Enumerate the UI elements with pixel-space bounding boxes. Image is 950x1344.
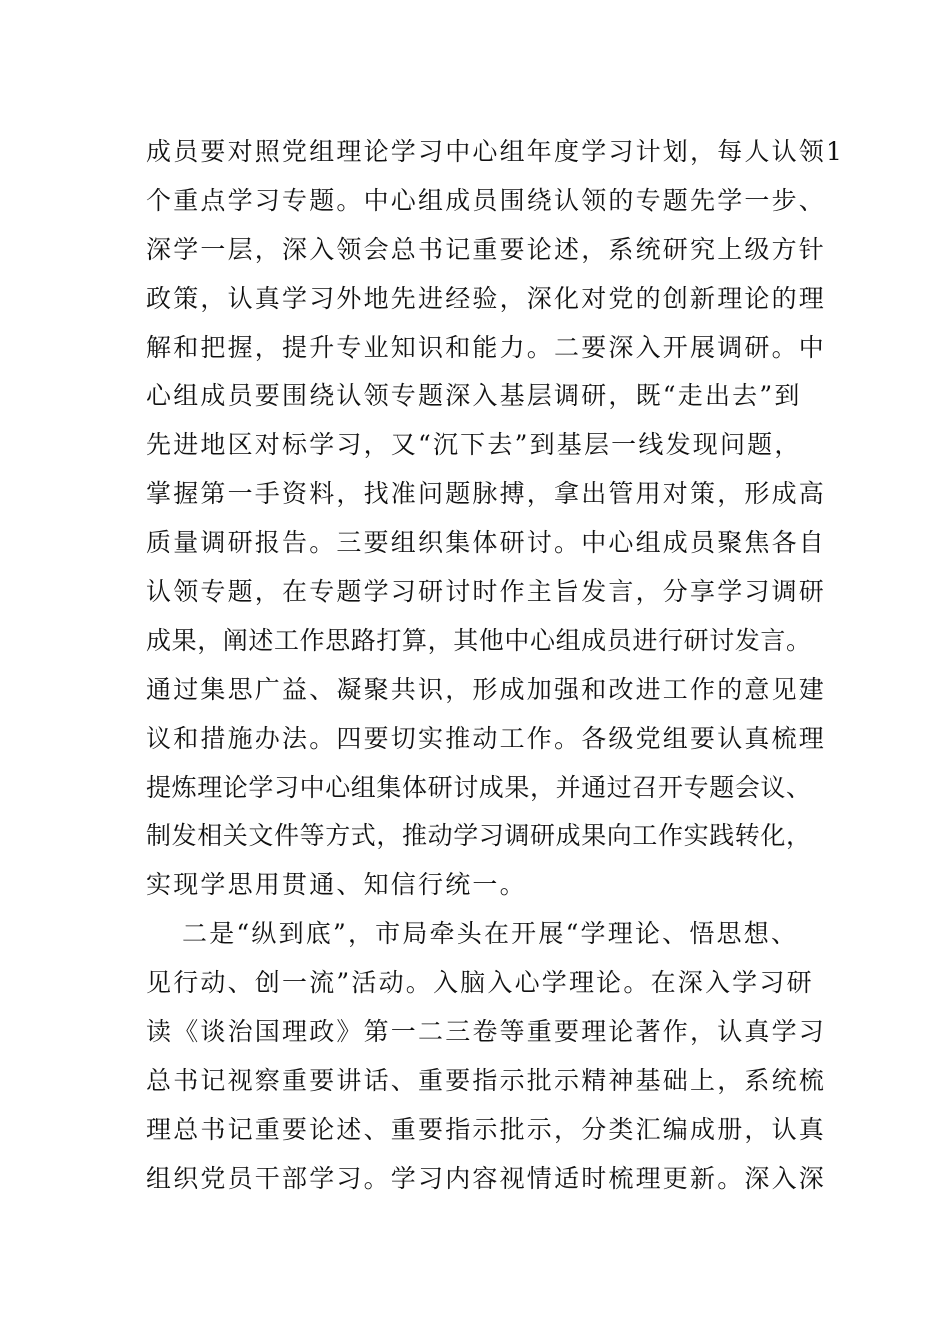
text-line: 组织党员干部学习。学习内容视情适时梳理更新。深入深 xyxy=(146,1163,827,1193)
body-text xyxy=(146,128,845,1204)
text-line: 认领专题，在专题学习研讨时作主旨发言，分享学习调研 xyxy=(146,577,827,607)
text-line: 总书记视察重要讲话、重要指示批示精神基础上，系统梳 xyxy=(146,1065,827,1095)
text-line: 读《谈治国理政》第一二三卷等重要理论著作，认真学习 xyxy=(146,1017,827,1047)
text-line: 掌握第一手资料，找准问题脉搏，拿出管用对策，形成高 xyxy=(146,479,827,509)
text-line: 见行动、创一流”活动。入脑入心学理论。在深入学习研 xyxy=(146,968,814,998)
text-line: 提炼理论学习中心组集体研讨成果，并通过召开专题会议、 xyxy=(146,772,812,802)
text-line: 质量调研报告。三要组织集体研讨。中心组成员聚焦各自 xyxy=(146,528,827,558)
text-line: 心组成员要围绕认领专题深入基层调研，既“走出去”到 xyxy=(146,381,802,411)
text-line: 先进地区对标学习，又“沉下去”到基层一线发现问题， xyxy=(146,430,802,460)
paragraph-first-line: 二是“纵到底”，市局牵头在开展“学理论、悟思想、 xyxy=(182,919,799,949)
text-line: 实现学思用贯通、知信行统一。 xyxy=(146,870,527,900)
text-line: 成果，阐述工作思路打算，其他中心组成员进行研讨发言。 xyxy=(146,625,812,655)
text-line: 议和措施办法。四要切实推动工作。各级党组要认真梳理 xyxy=(146,723,827,753)
text-line: 政策，认真学习外地先进经验，深化对党的创新理论的理 xyxy=(146,283,827,313)
text-line: 深学一层，深入领会总书记重要论述，系统研究上级方针 xyxy=(146,234,827,264)
text-line: 成员要对照党组理论学习中心组年度学习计划，每人认领1 xyxy=(146,137,845,166)
text-line: 制发相关文件等方式，推动学习调研成果向工作实践转化， xyxy=(146,821,812,851)
text-line: 理总书记重要论述、重要指示批示，分类汇编成册，认真 xyxy=(146,1114,827,1144)
text-line: 解和把握，提升专业知识和能力。二要深入开展调研。中 xyxy=(146,332,827,362)
text-line: 通过集思广益、凝聚共识，形成加强和改进工作的意见建 xyxy=(146,674,827,704)
text-line: 个重点学习专题。中心组成员围绕认领的专题先学一步、 xyxy=(146,185,827,215)
